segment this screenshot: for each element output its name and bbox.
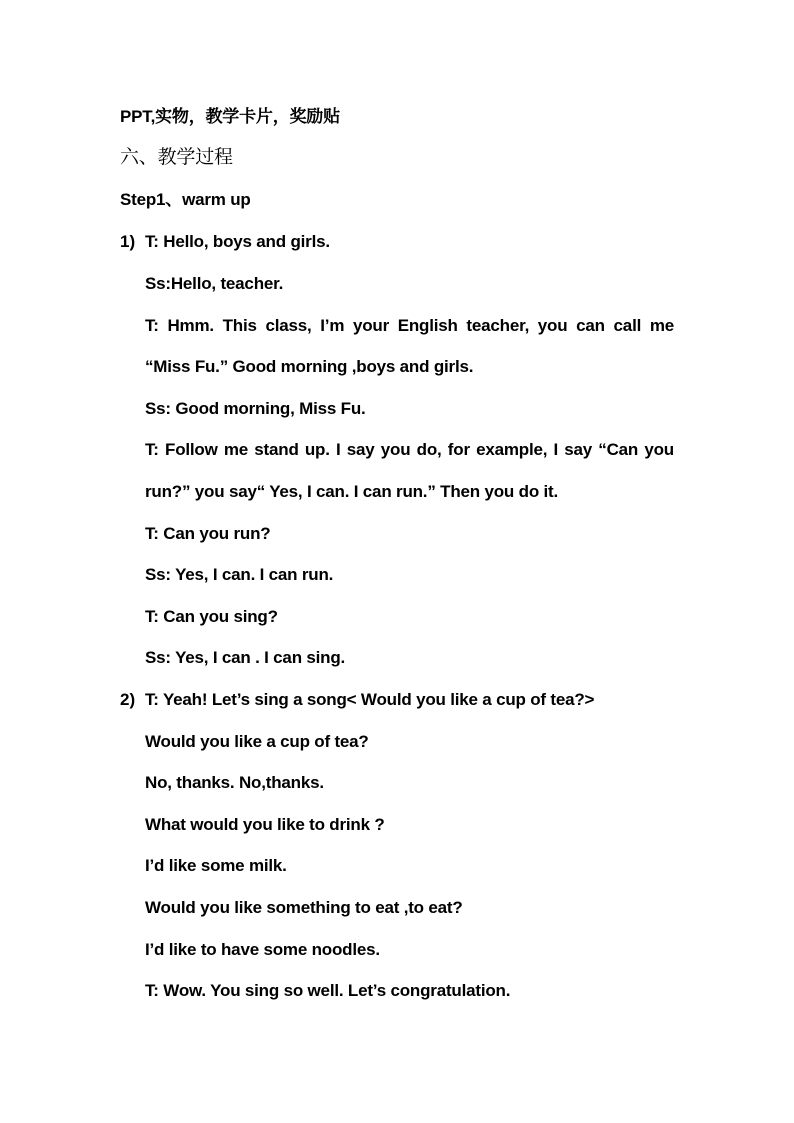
dialogue-line: T: Yeah! Let’s sing a song< Would you like a cup of tea?> [145, 690, 595, 709]
dialogue-line: T: Wow. You sing so well. Let’s congratulation. [145, 981, 511, 1000]
song-line: No, thanks. No,thanks. [145, 773, 324, 792]
dialogue-line: “Miss Fu.” Good morning ,boys and girls. [145, 357, 474, 376]
dialogue-line: T: Follow me stand up. I say you do, for example, I say “Can you [145, 440, 674, 459]
dialogue-line: Ss: Good morning, Miss Fu. [145, 399, 366, 418]
song-line: Would you like something to eat ,to eat? [145, 898, 463, 917]
section-heading: 六、教学过程 [120, 147, 233, 168]
dialogue-line: T: Can you sing? [145, 607, 278, 626]
step-title: Step1、warm up [120, 190, 251, 209]
dialogue-line: Ss: Yes, I can . I can sing. [145, 648, 346, 667]
dialogue-line: run?” you say“ Yes, I can. I can run.” Then you do it. [145, 482, 559, 501]
song-line: I’d like some milk. [145, 856, 287, 875]
dialogue-line: Ss: Yes, I can. I can run. [145, 565, 334, 584]
song-line: Would you like a cup of tea? [145, 732, 369, 751]
dialogue-line: T: Can you run? [145, 524, 271, 543]
dialogue-line: T: Hello, boys and girls. [145, 232, 330, 251]
list-number: 2) [120, 690, 136, 709]
dialogue-line: Ss:Hello, teacher. [145, 274, 284, 293]
song-line: What would you like to drink ? [145, 815, 385, 834]
song-line: I’d like to have some noodles. [145, 940, 380, 959]
list-number: 1) [120, 232, 136, 251]
materials-line: PPT,实物，教学卡片，奖励贴 [120, 107, 340, 126]
dialogue-line: T: Hmm. This class, I’m your English teacher, you can call me [145, 316, 674, 335]
